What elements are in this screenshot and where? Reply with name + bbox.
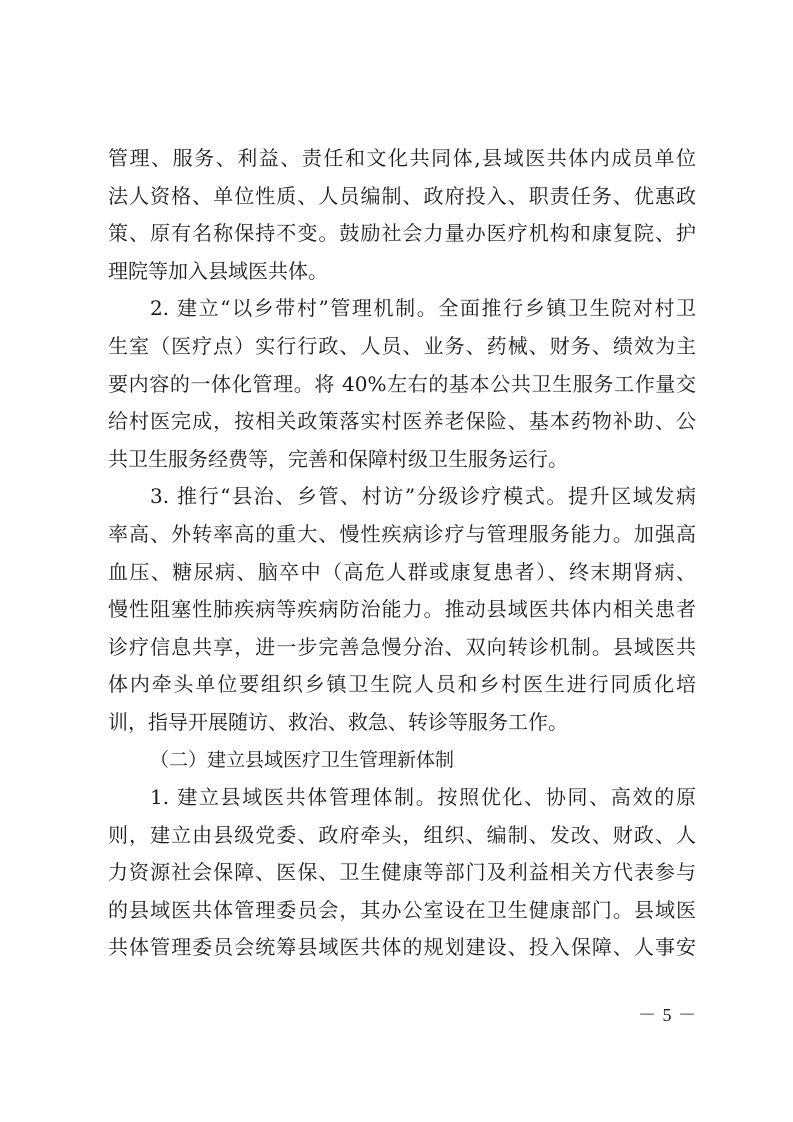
section-heading bbox=[108, 742, 696, 780]
text-line: 诊疗信息共享，进一步完善急慢分治、双向转诊机制。县域医共 bbox=[108, 634, 696, 659]
text-line: 法人资格、单位性质、人员编制、政府投入、职责任务、优惠政 bbox=[108, 183, 696, 208]
text-line: 则，建立由县级党委、政府牵头，组织、编制、发改、财政、人 bbox=[108, 822, 696, 847]
text-line: 力资源社会保障、医保、卫生健康等部门及利益相关方代表参与 bbox=[108, 860, 696, 885]
section-heading-text: （二）建立县域医疗卫生管理新体制 bbox=[150, 748, 455, 771]
paragraph-section-item-1 bbox=[108, 779, 696, 967]
text-line: 策、原有名称保持不变。鼓励社会力量办医疗机构和康复院、护 bbox=[108, 221, 696, 246]
paragraph-item-2 bbox=[108, 290, 696, 478]
paragraph-continuation bbox=[108, 140, 696, 290]
text-line: 要内容的一体化管理。将 40%左右的基本公共卫生服务工作量交 bbox=[108, 371, 696, 396]
text-line: 血压、糖尿病、脑卒中（高危人群或康复患者）、终末期肾病、 bbox=[108, 559, 696, 584]
text-line: 体内牵头单位要组织乡镇卫生院人员和乡村医生进行同质化培 bbox=[108, 672, 696, 697]
text-line: 训，指导开展随访、救治、救急、转诊等服务工作。 bbox=[108, 709, 568, 734]
text-line: 管理、服务、利益、责任和文化共同体,县域医共体内成员单位 bbox=[108, 146, 696, 170]
paragraph-item-3 bbox=[108, 478, 696, 741]
text-line: 率高、外转率高的重大、慢性疾病诊疗与管理服务能力。加强高 bbox=[108, 521, 696, 546]
document-body bbox=[108, 140, 696, 967]
text-line: 3. 推行“县治、乡管、村访”分级诊疗模式。提升区域发病 bbox=[150, 484, 696, 509]
text-line: 共体管理委员会统筹县域医共体的规划建设、投入保障、人事安 bbox=[108, 935, 696, 960]
text-line: 的县域医共体管理委员会，其办公室设在卫生健康部门。县域医 bbox=[108, 897, 696, 922]
text-line: 1. 建立县域医共体管理体制。按照优化、协同、高效的原 bbox=[150, 785, 696, 810]
page-number: － 5 － bbox=[638, 1005, 697, 1025]
text-line: 慢性阻塞性肺疾病等疾病防治能力。推动县域医共体内相关患者 bbox=[108, 597, 696, 622]
text-line: 生室（医疗点）实行行政、人员、业务、药械、财务、绩效为主 bbox=[108, 333, 696, 358]
text-line: 2. 建立“以乡带村”管理机制。全面推行乡镇卫生院对村卫 bbox=[150, 296, 696, 321]
text-line: 共卫生服务经费等，完善和保障村级卫生服务运行。 bbox=[108, 446, 568, 471]
text-line: 理院等加入县域医共体。 bbox=[108, 258, 328, 283]
text-line: 给村医完成，按相关政策落实村医养老保险、基本药物补助、公 bbox=[108, 409, 696, 434]
